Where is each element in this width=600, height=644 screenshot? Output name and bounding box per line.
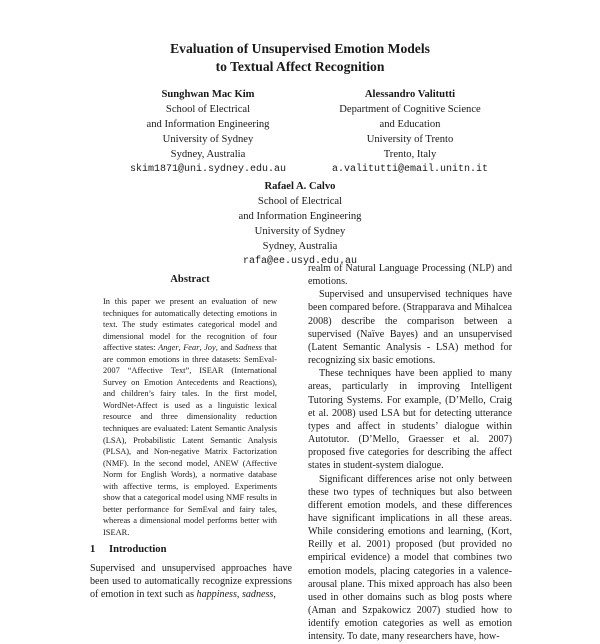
author-name: Rafael A. Calvo — [264, 181, 336, 192]
author-affiliation: Sydney, Australia — [262, 241, 338, 252]
abstract-heading: Abstract — [170, 274, 210, 285]
abstract-text: In this paper we present an evaluation of new techniques for automatically detecting emotions in text. The study estimates categorical model and dimensional model for the recognition of four affective states: Anger, Fear, Joy, and Sadness that are common emotions in three datasets: SemEval-2007 “Affective Text”, ISEAR (International Survey on Emotion Antecedents and Reactions), and children’s fairy tales. In the first model, WordNet-Affect is used as a linguistic lexical resource and three dimensionality reduction techniques are evaluated: Latent Semantic Analysis (LSA), Probabilistic Latent Semantic Analysis (PLSA), and Non-negative Matrix Factorization (NMF). In the second model, ANEW (Affective Norm for English Words), a normative database with affective terms, is employed. Experiments show that a categorical model using NMF results in better performance for SemEval and fairy tales, whereas a dimensional model performs better with ISEAR. — [103, 297, 277, 537]
paragraph: Significant differences arise not only between these two types of techniques but also between different emotion models, and these differences have significant implications in all these areas. While considering emotions and learning, (Kort, Reilly et al. 2001) proposed (but provided no empirical evidence) a model that combines two emotion models, placing categories in a valence-arousal plane. This mixed approach has also been used in other domains such as blog posts where (Aman and Szpakowicz 2007) studied how to identify emotion categories as well as emotion intensity. To date, many researchers have, how- — [308, 473, 512, 643]
author-affiliation: School of Electrical — [165, 104, 251, 115]
right-column-body — [308, 262, 512, 644]
author-block-valitutti — [290, 87, 530, 177]
author-email[interactable]: a.valitutti@email.unitn.it — [331, 164, 489, 175]
introduction-text: Supervised and unsupervised approaches have been used to automatically recognize expressions of emotion in text such as happiness, sadness, — [90, 563, 292, 601]
paper-title — [0, 40, 600, 76]
author-name: Alessandro Valitutti — [364, 89, 456, 100]
author-affiliation: School of Electrical — [257, 196, 343, 207]
author-affiliation: Trento, Italy — [383, 149, 437, 160]
paragraph: realm of Natural Language Processing (NLP) and emotions. — [308, 263, 512, 288]
paragraph: These techniques have been applied to many areas, particularly in improving Intelligent Tutoring Systems. For example, (D’Mello, Craig et al. 2008) used LSA but for detecting utterance types and affect in students’ dialogue within Autotutor. (D’Mello, Graesser et al. 2007) proposed five categories for describing the affect states in student-system dialogue. — [308, 368, 512, 472]
author-affiliation: Department of Cognitive Science — [339, 104, 481, 115]
section-title: Introduction — [109, 544, 167, 555]
author-affiliation: and Information Engineering — [146, 119, 270, 130]
section-number: 1 — [90, 544, 96, 555]
author-name: Sunghwan Mac Kim — [161, 89, 255, 100]
author-block-calvo — [180, 179, 420, 269]
paragraph: Supervised and unsupervised techniques have been compared before. (Strapparava and Mihalcea 2008) describe the comparison between a supervised (Naïve Bayes) and an unsupervised (Latent Semantic Analysis - LSA) method for recognizing six basic emotions. — [308, 289, 512, 367]
author-affiliation: Sydney, Australia — [170, 149, 246, 160]
section-heading-introduction — [90, 543, 167, 557]
author-affiliation: University of Trento — [366, 134, 454, 145]
author-affiliation: University of Sydney — [162, 134, 254, 145]
title-line-1: Evaluation of Unsupervised Emotion Models — [170, 41, 430, 56]
title-line-2: to Textual Affect Recognition — [215, 59, 385, 74]
author-email[interactable]: rafa@ee.usyd.edu.au — [242, 256, 358, 267]
author-affiliation: University of Sydney — [254, 226, 346, 237]
author-affiliation: and Education — [379, 119, 441, 130]
author-affiliation: and Information Engineering — [238, 211, 362, 222]
author-email[interactable]: skim1871@uni.sydney.edu.au — [129, 164, 287, 175]
